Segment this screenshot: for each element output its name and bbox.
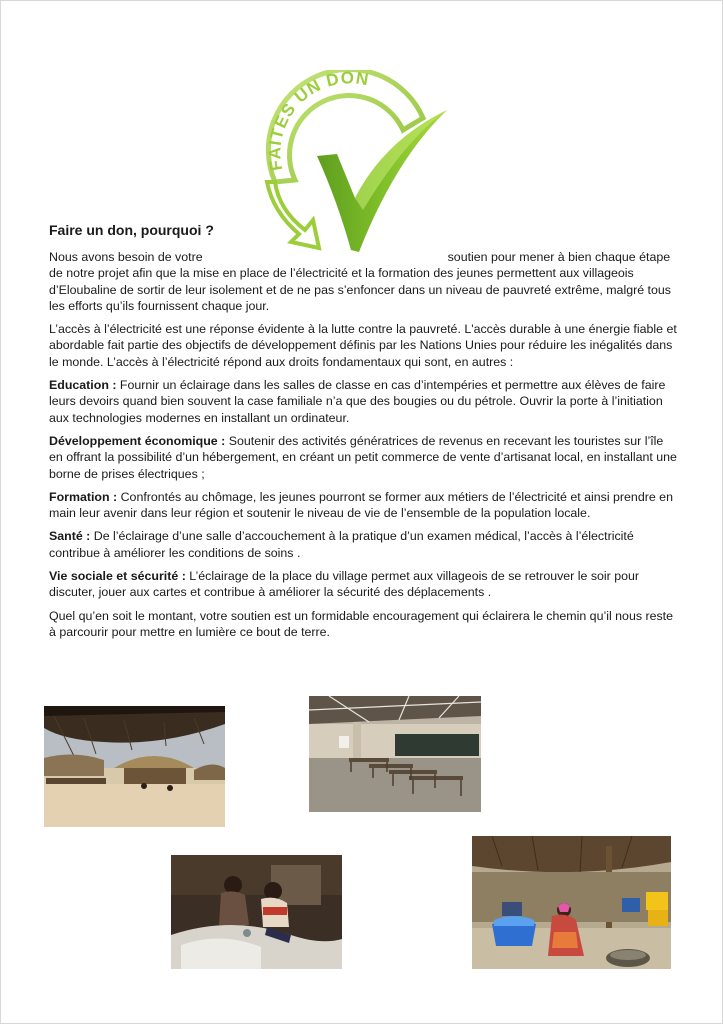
faites-un-don-logo xyxy=(255,70,450,255)
education-text: Fournir un éclairage dans les salles de classe en cas d’intempéries et permettre aux élèves de faire leurs devoirs quand bien souvent la case familiale n’a que des bougies ou du pétrole. Ouvrir la porte à l’initiation aux technologies modernes en installant un ordinateur. xyxy=(49,378,666,425)
intro-paragraph xyxy=(49,249,677,314)
vie-sociale-text: L’éclairage de la place du village permet aux villageois de se retrouver le soir pour discuter, jouer aux cartes et contribue à améliorer la sécurité des déplacements . xyxy=(49,569,640,600)
formation-text: Confrontés au chômage, les jeunes pourront se former aux métiers de l’électricité et ainsi prendre en main leur avenir dans leur région et soutenir le niveau de vie de l’ensemble de la population locale. xyxy=(49,489,673,521)
formation-paragraph xyxy=(49,489,677,522)
vie-sociale-label: Vie sociale et sécurité : xyxy=(49,569,186,584)
children-working-photo xyxy=(171,855,342,969)
sante-paragraph xyxy=(49,528,677,561)
classroom-photo xyxy=(309,696,481,812)
village-huts-photo xyxy=(44,706,225,827)
sante-label: Santé : xyxy=(49,529,91,544)
intro-start: Nous avons besoin de votre xyxy=(49,250,203,264)
developpement-text: Soutenir des activités génératrices de revenus en recevant les touristes sur l’île en offrant la possibilité d’un hébergement, en créant un petit commerce de vente d’artisanat local, en installant une borne de prises électriques ; xyxy=(49,433,677,481)
vie-sociale-paragraph xyxy=(49,568,677,601)
article-body xyxy=(49,249,677,647)
sante-text: De l’éclairage d’une salle d’accouchement à la pratique d’un examen médical, l’accès à l’électricité contribue à améliorer les conditions de soins . xyxy=(49,529,634,560)
svg-text:FAITES UN DON: FAITES UN DON xyxy=(265,70,371,173)
education-label: Education : xyxy=(49,378,117,393)
conclusion-paragraph: Quel qu’en soit le montant, votre soutien est un formidable encouragement qui éclairera le chemin qu’il nous reste à parcourir pour mettre en lumière ce bout de terre. xyxy=(49,608,674,639)
developpement-paragraph xyxy=(49,433,677,482)
intro-rest: soutien pour mener à bien chaque étape de notre projet afin que la mise en place de l’électricité et la formation des jeunes permettent aux villageois d’Eloubaline de sortir de leur isolement et de ne pas s’enfoncer dans un niveau de pauvreté extrême, malgré tous les efforts qu’ils fournissent chaque jour. xyxy=(49,250,671,313)
page-title: Faire un don, pourquoi ? xyxy=(49,222,214,238)
acces-paragraph: L’accès à l’électricité est une réponse évidente à la lutte contre la pauvreté. L'accès durable à une énergie fiable et abordable fait partie des objectifs de développement définis par les Nations Unies pour réduire les inégalités dans le monde. L’accès à l’électricité répond aux droits fondamentaux qui sont, en autres : xyxy=(49,322,677,369)
woman-cooking-photo xyxy=(472,836,671,969)
formation-label: Formation : xyxy=(49,489,118,504)
developpement-label: Développement économique : xyxy=(49,433,226,448)
education-paragraph xyxy=(49,377,677,426)
checkmark-icon xyxy=(255,70,450,255)
